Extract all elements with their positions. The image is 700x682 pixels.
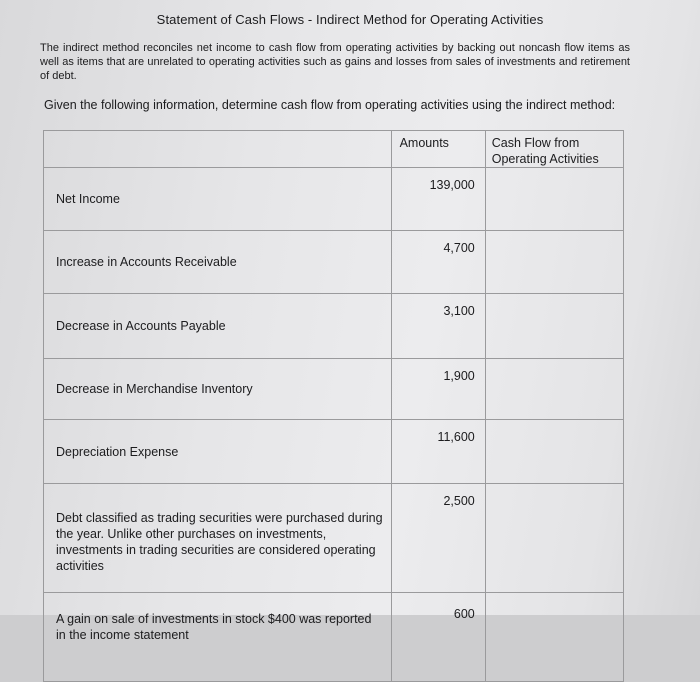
header-cash-flow: Cash Flow from Operating Activities	[485, 131, 623, 168]
cash-flow-input-cell[interactable]	[485, 484, 623, 593]
row-description: Depreciation Expense	[44, 420, 392, 484]
table-row	[44, 484, 624, 593]
row-amount: 4,700	[391, 231, 485, 294]
row-description: Decrease in Merchandise Inventory	[44, 359, 392, 420]
header-amounts: Amounts	[391, 131, 485, 168]
cash-flow-input-cell[interactable]	[485, 231, 623, 294]
table-row	[44, 420, 624, 484]
row-amount: 11,600	[391, 420, 485, 484]
row-amount: 2,500	[391, 484, 485, 593]
table-row	[44, 231, 624, 294]
cash-flow-input-cell[interactable]	[485, 593, 623, 682]
cash-flow-input-cell[interactable]	[485, 168, 623, 231]
row-description: Net Income	[44, 168, 392, 231]
cash-flow-table	[43, 130, 624, 682]
row-amount: 600	[391, 593, 485, 682]
table-row	[44, 294, 624, 359]
row-amount: 3,100	[391, 294, 485, 359]
header-description	[44, 131, 392, 168]
row-amount: 139,000	[391, 168, 485, 231]
row-amount: 1,900	[391, 359, 485, 420]
table-row	[44, 593, 624, 682]
row-description: Increase in Accounts Receivable	[44, 231, 392, 294]
intro-paragraph: The indirect method reconciles net income to cash flow from operating activities by backing out noncash flow items as well as items that are unrelated to operating activities such as gains and losses from sales of investments and retirement of debt.	[40, 42, 630, 82]
page-title: Statement of Cash Flows - Indirect Method for Operating Activities	[156, 12, 544, 27]
cash-flow-input-cell[interactable]	[485, 359, 623, 420]
row-description: A gain on sale of investments in stock $400 was reported in the income statement	[44, 593, 392, 682]
table-row	[44, 359, 624, 420]
cash-flow-input-cell[interactable]	[485, 294, 623, 359]
row-description: Debt classified as trading securities were purchased during the year. Unlike other purchases on investments, investments in trading securities are considered operating activities	[44, 484, 392, 593]
row-description: Decrease in Accounts Payable	[44, 294, 392, 359]
instruction-text: Given the following information, determine cash flow from operating activities using the indirect method:	[44, 98, 616, 112]
table-row	[44, 168, 624, 231]
table-header-row	[44, 131, 624, 168]
cash-flow-input-cell[interactable]	[485, 420, 623, 484]
